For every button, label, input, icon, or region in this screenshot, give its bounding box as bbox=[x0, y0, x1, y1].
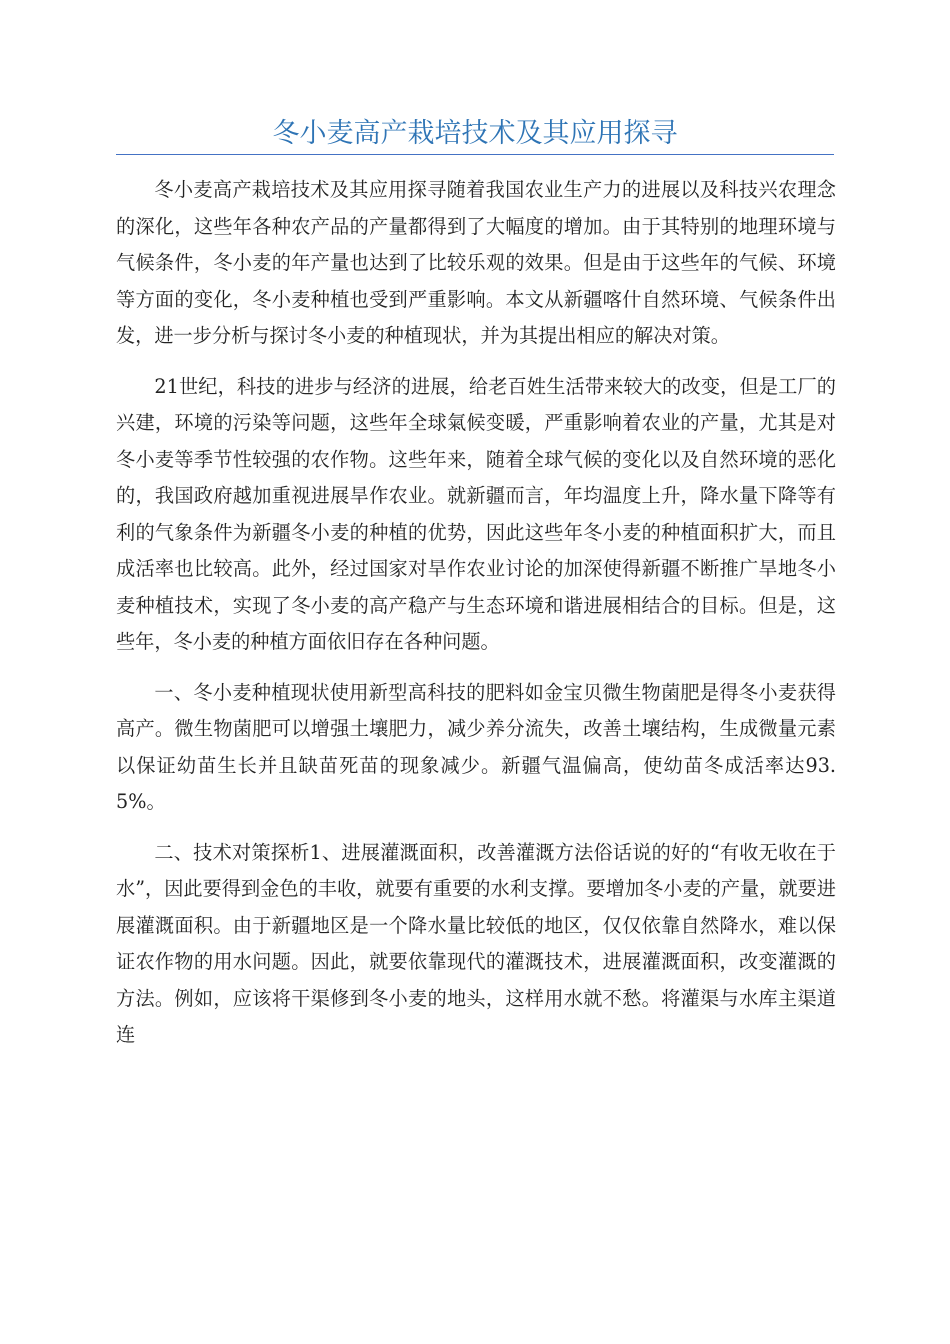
paragraph-section-2: 二、技术对策探析1、进展灌溉面积，改善灌溉方法俗话说的好的“有收无收在于水”，因此要得到金色的丰收，就要有重要的水利支撑。要增加冬小麦的产量，就要进展灌溉面积。由于新疆地区是一个降水量比较低的地区，仅仅依靠自然降水，难以保证农作物的用水问题。因此，就要依靠现代的灌溉技术，进展灌溉面积，改变灌溉的方法。例如，应该将干渠修到冬小麦的地头，这样用水就不愁。将灌渠与水库主渠道连 bbox=[116, 840, 836, 1046]
page-title: 冬小麦高产栽培技术及其应用探寻 bbox=[116, 114, 834, 155]
paragraph-background: 21世纪，科技的进步与经济的进展，给老百姓生活带来较大的改变，但是工厂的兴建，环境的污染等问题，这些年全球氣候变暖，严重影响着农业的产量，尤其是对冬小麦等季节性较强的农作物。这些年来，随着全球气候的变化以及自然环境的恶化的，我国政府越加重视进展旱作农业。就新疆而言，年均温度上升，降水量下降等有利的气象条件为新疆冬小麦的种植的优势，因此这些年冬小麦的种植面积扩大，而且成活率也比较高。此外，经过国家对旱作农业讨论的加深使得新疆不断推广旱地冬小麦种植技术，实现了冬小麦的高产稳产与生态环境和谐进展相结合的目标。但是，这些年，冬小麦的种植方面依旧存在各种问题。 bbox=[116, 374, 836, 653]
paragraph-section-1: 一、冬小麦种植现状使用新型高科技的肥料如金宝贝微生物菌肥是得冬小麦获得高产。微生物菌肥可以增强土壤肥力，减少养分流失，改善土壤结构，生成微量元素以保证幼苗生长并且缺苗死苗的现象减少。新疆气温偏高，使幼苗冬成活率达93.5%。 bbox=[116, 680, 836, 813]
paragraph-intro: 冬小麦高产栽培技术及其应用探寻随着我国农业生产力的进展以及科技兴农理念的深化，这些年各种农产品的产量都得到了大幅度的增加。由于其特别的地理环境与气候条件，冬小麦的年产量也达到了比较乐观的效果。但是由于这些年的气候、环境等方面的变化，冬小麦种植也受到严重影响。本文从新疆喀什自然环境、气候条件出发，进一步分析与探讨冬小麦的种植现状，并为其提出相应的解决对策。 bbox=[116, 178, 836, 347]
document-body bbox=[116, 172, 836, 1068]
